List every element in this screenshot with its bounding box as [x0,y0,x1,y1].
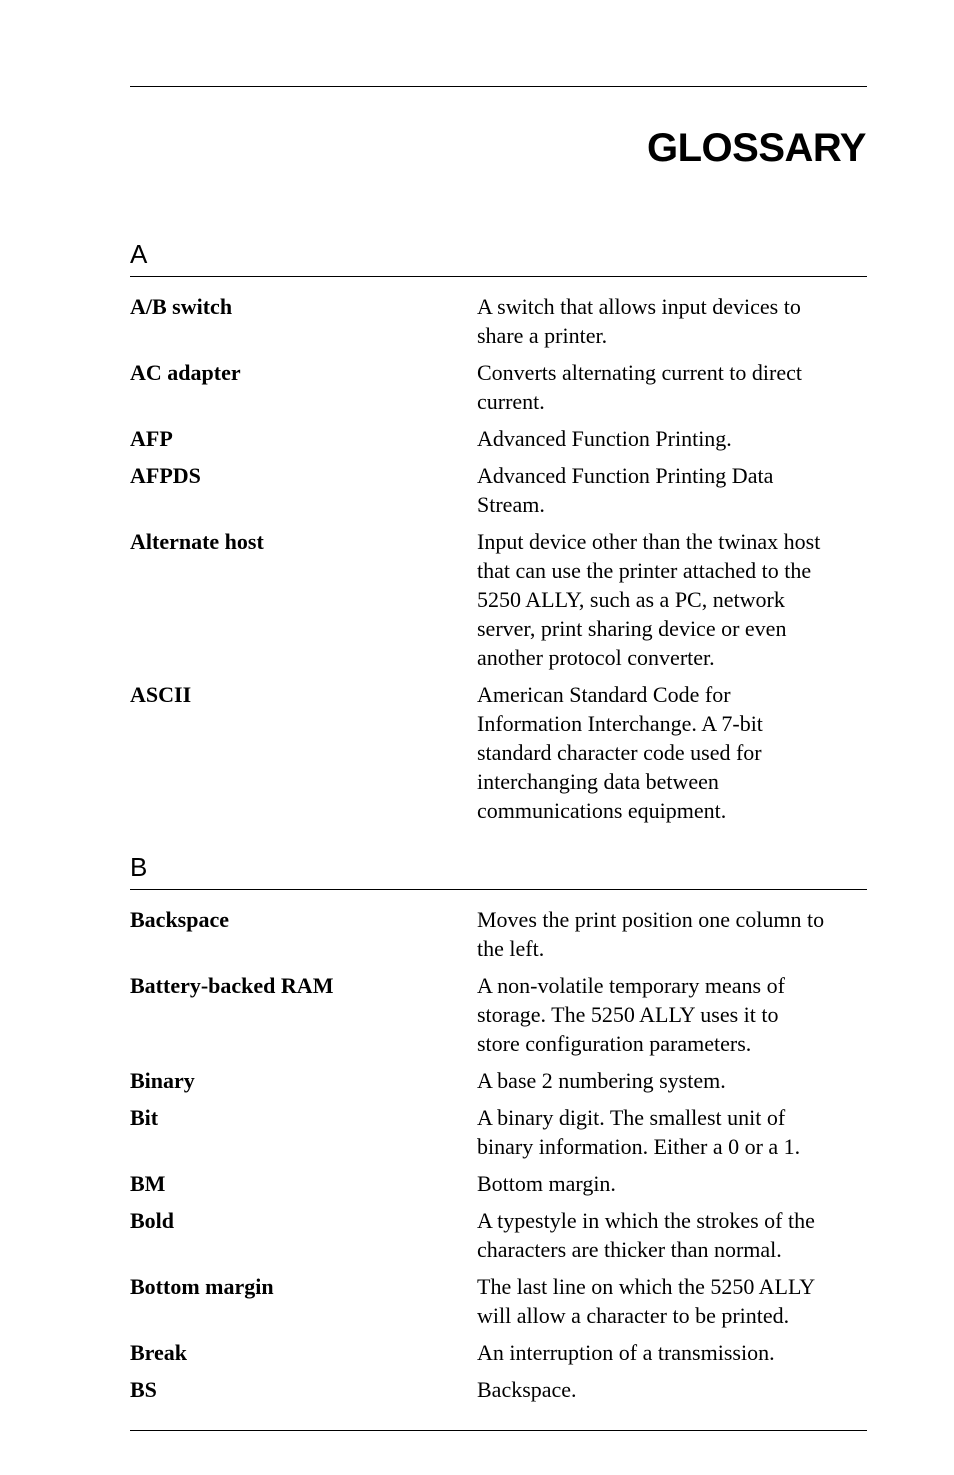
glossary-entry [130,1375,867,1404]
glossary-term: BS [130,1377,157,1402]
glossary-term: A/B switch [130,294,233,319]
glossary-entry [130,1103,867,1161]
bottom-rule [130,1430,867,1431]
glossary-entry [130,905,867,963]
glossary-entry [130,971,867,1058]
section-a-rule [130,276,867,277]
glossary-term: AC adapter [130,360,241,385]
section-letter-b: B [130,852,148,882]
glossary-term: BM [130,1171,166,1196]
glossary-definition: A base 2 numbering system. [477,1068,726,1093]
glossary-definition: The last line on which the 5250 ALLY will allow a character to be printed. [477,1274,816,1328]
glossary-term: Alternate host [130,529,264,554]
glossary-term: Bottom margin [130,1274,274,1299]
glossary-definition: Advanced Function Printing. [477,426,732,451]
glossary-term: Break [130,1340,188,1365]
top-rule [130,86,867,87]
glossary-entry [130,461,867,519]
glossary-definition: A non-volatile temporary means of storage. The 5250 ALLY uses it to store configuration parameters. [477,973,785,1056]
glossary-term: Battery-backed RAM [130,973,334,998]
glossary-entry [130,1272,867,1330]
section-b-rule [130,889,867,890]
glossary-definition: A typestyle in which the strokes of the characters are thicker than normal. [477,1208,815,1262]
glossary-entry [130,1169,867,1198]
glossary-term: AFPDS [130,463,201,488]
glossary-definition: Backspace. [477,1377,577,1402]
glossary-definition: Input device other than the twinax host that can use the printer attached to the 5250 ALLY, such as a PC, network server, print sharing device or even another protocol converter. [477,529,821,670]
glossary-entry [130,424,867,453]
glossary-term: AFP [130,426,173,451]
glossary-term: Bit [130,1105,159,1130]
glossary-definition: Converts alternating current to direct current. [477,360,802,414]
glossary-term: Binary [130,1068,195,1093]
section-letter-a: A [130,239,148,269]
glossary-definition: A switch that allows input devices to share a printer. [477,294,801,348]
glossary-definition: A binary digit. The smallest unit of binary information. Either a 0 or a 1. [477,1105,801,1159]
glossary-entry [130,1206,867,1264]
glossary-entry [130,527,867,672]
glossary-entry [130,680,867,825]
section-b-entries [130,905,867,1412]
section-a-entries [130,292,867,833]
glossary-definition: An interruption of a transmission. [477,1340,775,1365]
page-title: GLOSSARY [647,126,866,170]
glossary-entry [130,358,867,416]
glossary-entry [130,292,867,350]
glossary-definition: Advanced Function Printing Data Stream. [477,463,774,517]
glossary-term: ASCII [130,682,192,707]
glossary-term: Backspace [130,907,229,932]
glossary-entry [130,1338,867,1367]
glossary-term: Bold [130,1208,175,1233]
glossary-definition: Bottom margin. [477,1171,616,1196]
glossary-definition: Moves the print position one column to the left. [477,907,825,961]
glossary-definition: American Standard Code for Information Interchange. A 7-bit standard character code used for interchanging data between communications equipment. [477,682,763,823]
glossary-entry [130,1066,867,1095]
